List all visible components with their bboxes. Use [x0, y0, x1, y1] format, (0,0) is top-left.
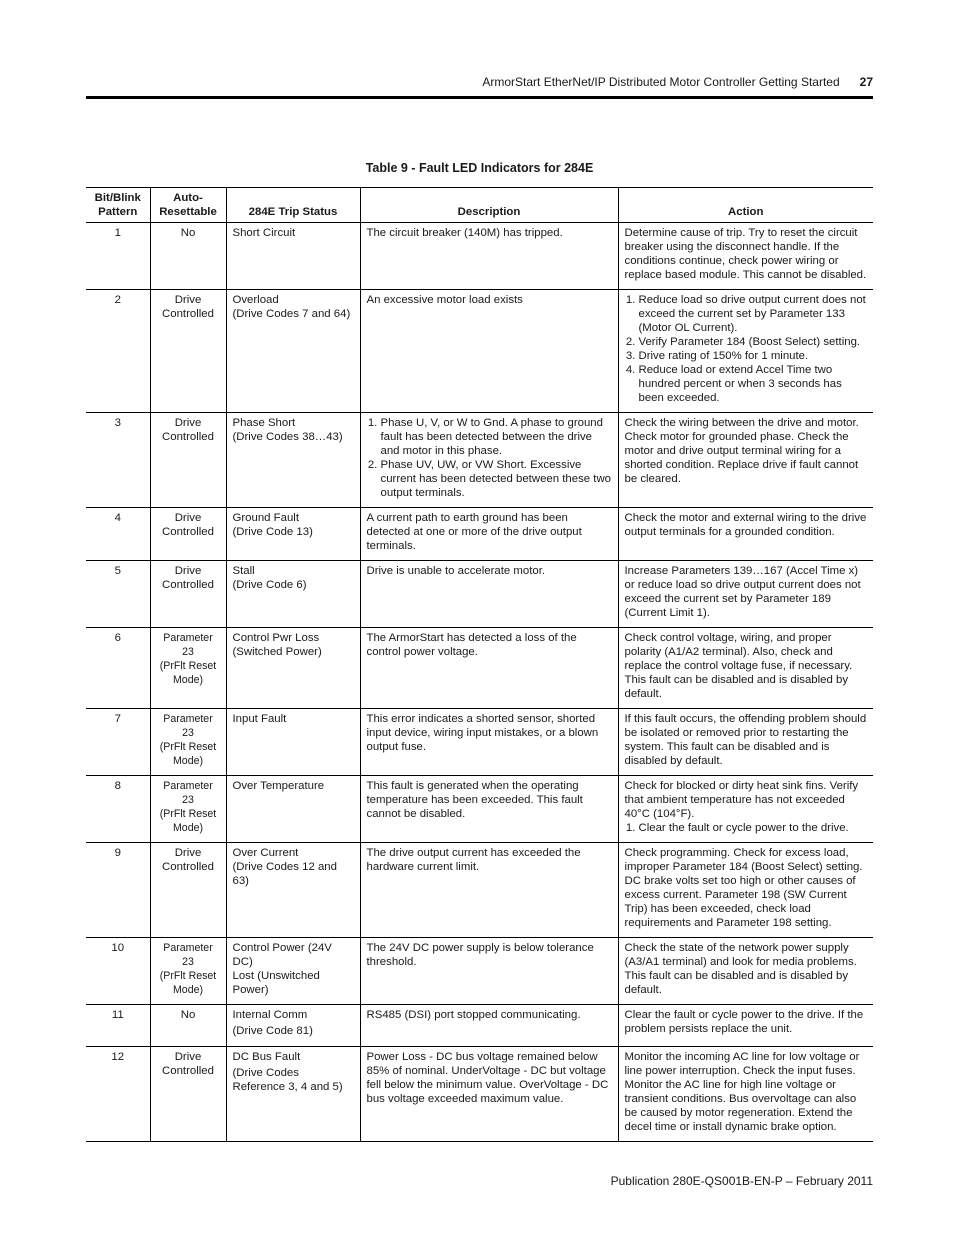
cell-trip-status: Overload (Drive Codes 7 and 64): [226, 290, 360, 413]
cell-action: Clear the fault or cycle power to the drive. If the problem persists replace the unit.: [618, 1005, 873, 1047]
action-text: Check for blocked or dirty heat sink fins. Verify that ambient temperature has not exceeded 40°C (104°F).: [624, 780, 859, 820]
cell-description: An excessive motor load exists: [360, 290, 618, 413]
header-rule: [86, 96, 873, 99]
cell-pattern: 10: [86, 938, 150, 1005]
cell-pattern: 12: [86, 1047, 150, 1142]
cell-description: This error indicates a shorted sensor, shorted input device, wiring input mistakes, or a blown output fuse.: [360, 709, 618, 776]
description-list: [367, 416, 612, 500]
table-row: [86, 709, 873, 776]
cell-description: This fault is generated when the operating temperature has been exceeded. This fault cannot be disabled.: [360, 776, 618, 843]
list-item: 1. Phase U, V, or W to Gnd. A phase to ground fault has been detected between the drive and motor in this phase.: [381, 416, 612, 458]
cell-pattern: 9: [86, 843, 150, 938]
cell-trip-status: Control Pwr Loss (Switched Power): [226, 628, 360, 709]
cell-auto-resettable: Drive Controlled: [150, 1047, 226, 1142]
cell-action: [618, 776, 873, 843]
list-item: 3. Drive rating of 150% for 1 minute.: [639, 349, 868, 363]
cell-action: Determine cause of trip. Try to reset the circuit breaker using the disconnect handle. If the conditions continue, check power wiring or replace based module. This cannot be disabled.: [618, 223, 873, 290]
table-row: [86, 223, 873, 290]
cell-trip-status: Short Circuit: [226, 223, 360, 290]
cell-description: The 24V DC power supply is below tolerance threshold.: [360, 938, 618, 1005]
list-item: 4. Reduce load or extend Accel Time two hundred percent or when 3 seconds has been exceeded.: [639, 363, 868, 405]
cell-pattern: 3: [86, 413, 150, 508]
table-row: [86, 938, 873, 1005]
col-header-pattern: Bit/Blink Pattern: [86, 188, 150, 223]
cell-pattern: 4: [86, 508, 150, 561]
cell-pattern: 5: [86, 561, 150, 628]
cell-auto-resettable: Drive Controlled: [150, 843, 226, 938]
cell-auto-resettable: No: [150, 223, 226, 290]
cell-action: Increase Parameters 139…167 (Accel Time x) or reduce load so drive output current does not exceed the current set by Parameter 189 (Current Limit 1).: [618, 561, 873, 628]
list-item: 2. Verify Parameter 184 (Boost Select) setting.: [639, 335, 868, 349]
cell-trip-status: Stall (Drive Code 6): [226, 561, 360, 628]
cell-auto-resettable: Parameter 23 (PrFlt Reset Mode): [150, 628, 226, 709]
page-number: 27: [859, 75, 873, 89]
cell-description: Drive is unable to accelerate motor.: [360, 561, 618, 628]
cell-description: RS485 (DSI) port stopped communicating.: [360, 1005, 618, 1047]
cell-description: The drive output current has exceeded the hardware current limit.: [360, 843, 618, 938]
table-row: [86, 1005, 873, 1047]
col-header-auto-resettable: Auto- Resettable: [150, 188, 226, 223]
cell-pattern: 6: [86, 628, 150, 709]
cell-auto-resettable: Drive Controlled: [150, 561, 226, 628]
cell-pattern: 8: [86, 776, 150, 843]
cell-auto-resettable: Drive Controlled: [150, 290, 226, 413]
table-row: [86, 843, 873, 938]
cell-action: Check the state of the network power supply (A3/A1 terminal) and look for media problems. This fault can be disabled and is disabled by default.: [618, 938, 873, 1005]
cell-trip-status: Ground Fault (Drive Code 13): [226, 508, 360, 561]
table-row: [86, 628, 873, 709]
cell-auto-resettable: Parameter 23 (PrFlt Reset Mode): [150, 776, 226, 843]
cell-auto-resettable: Drive Controlled: [150, 508, 226, 561]
col-header-trip-status: 284E Trip Status: [226, 188, 360, 223]
cell-trip-status: Over Temperature: [226, 776, 360, 843]
table-row: [86, 290, 873, 413]
cell-auto-resettable: No: [150, 1005, 226, 1047]
cell-description: The circuit breaker (140M) has tripped.: [360, 223, 618, 290]
cell-description: The ArmorStart has detected a loss of the control power voltage.: [360, 628, 618, 709]
cell-action: Check the motor and external wiring to the drive output terminals for a grounded condition.: [618, 508, 873, 561]
cell-trip-status: Over Current (Drive Codes 12 and 63): [226, 843, 360, 938]
action-list: [625, 293, 868, 405]
table-row: [86, 561, 873, 628]
table-row: [86, 413, 873, 508]
publication-footer: Publication 280E-QS001B-EN-P – February 2011: [610, 1174, 873, 1188]
list-item: 2. Phase UV, UW, or VW Short. Excessive current has been detected between these two output terminals.: [381, 458, 612, 500]
cell-action: Check control voltage, wiring, and proper polarity (A1/A2 terminal). Also, check and replace the control voltage fuse, if necessary. This fault can be disabled and is disabled by default.: [618, 628, 873, 709]
cell-trip-status: Internal Comm (Drive Code 81): [226, 1005, 360, 1047]
fault-led-table: [86, 187, 873, 1142]
list-item: 1. Reduce load so drive output current does not exceed the current set by Parameter 133 (Motor OL Current).: [639, 293, 868, 335]
cell-trip-status: Input Fault: [226, 709, 360, 776]
cell-auto-resettable: Parameter 23 (PrFlt Reset Mode): [150, 938, 226, 1005]
table-row: [86, 508, 873, 561]
col-header-action: Action: [618, 188, 873, 223]
cell-auto-resettable: Parameter 23 (PrFlt Reset Mode): [150, 709, 226, 776]
cell-action: [618, 290, 873, 413]
cell-pattern: 1: [86, 223, 150, 290]
table-row: [86, 776, 873, 843]
cell-pattern: 2: [86, 290, 150, 413]
cell-pattern: 11: [86, 1005, 150, 1047]
cell-action: Check the wiring between the drive and motor. Check motor for grounded phase. Check the motor and drive output terminal wiring for a shorted condition. Replace drive if fault cannot be cleared.: [618, 413, 873, 508]
header-title: ArmorStart EtherNet/IP Distributed Motor Controller Getting Started: [482, 75, 840, 89]
action-list: [625, 821, 868, 835]
col-header-description: Description: [360, 188, 618, 223]
cell-trip-status: Phase Short (Drive Codes 38…43): [226, 413, 360, 508]
cell-action: If this fault occurs, the offending problem should be isolated or removed prior to restarting the system. This fault can be disabled and is disabled by default.: [618, 709, 873, 776]
cell-pattern: 7: [86, 709, 150, 776]
cell-description: Power Loss - DC bus voltage remained below 85% of nominal. UnderVoltage - DC but voltage fell below the minimum value. OverVoltage - DC bus voltage exceeded maximum value.: [360, 1047, 618, 1142]
cell-description: A current path to earth ground has been detected at one or more of the drive output terminals.: [360, 508, 618, 561]
cell-trip-status: DC Bus Fault (Drive Codes Reference 3, 4 and 5): [226, 1047, 360, 1142]
cell-action: Monitor the incoming AC line for low voltage or line power interruption. Check the input fuses. Monitor the AC line for high line voltage or transient conditions. Bus overvoltage can also be caused by motor regeneration. Extend the decel time or install dynamic brake option.: [618, 1047, 873, 1142]
table-row: [86, 1047, 873, 1142]
list-item: 1. Clear the fault or cycle power to the drive.: [639, 821, 868, 835]
table-caption: Table 9 - Fault LED Indicators for 284E: [365, 161, 594, 175]
cell-action: Check programming. Check for excess load, improper Parameter 184 (Boost Select) setting. DC brake volts set too high or other causes of excess current. Parameter 198 (SW Current Trip) has been exceeded, check load requirements and Parameter 198 setting.: [618, 843, 873, 938]
table-header-row: [86, 188, 873, 223]
cell-auto-resettable: Drive Controlled: [150, 413, 226, 508]
running-header: [86, 74, 873, 90]
cell-trip-status: Control Power (24V DC) Lost (Unswitched Power): [226, 938, 360, 1005]
cell-description: [360, 413, 618, 508]
